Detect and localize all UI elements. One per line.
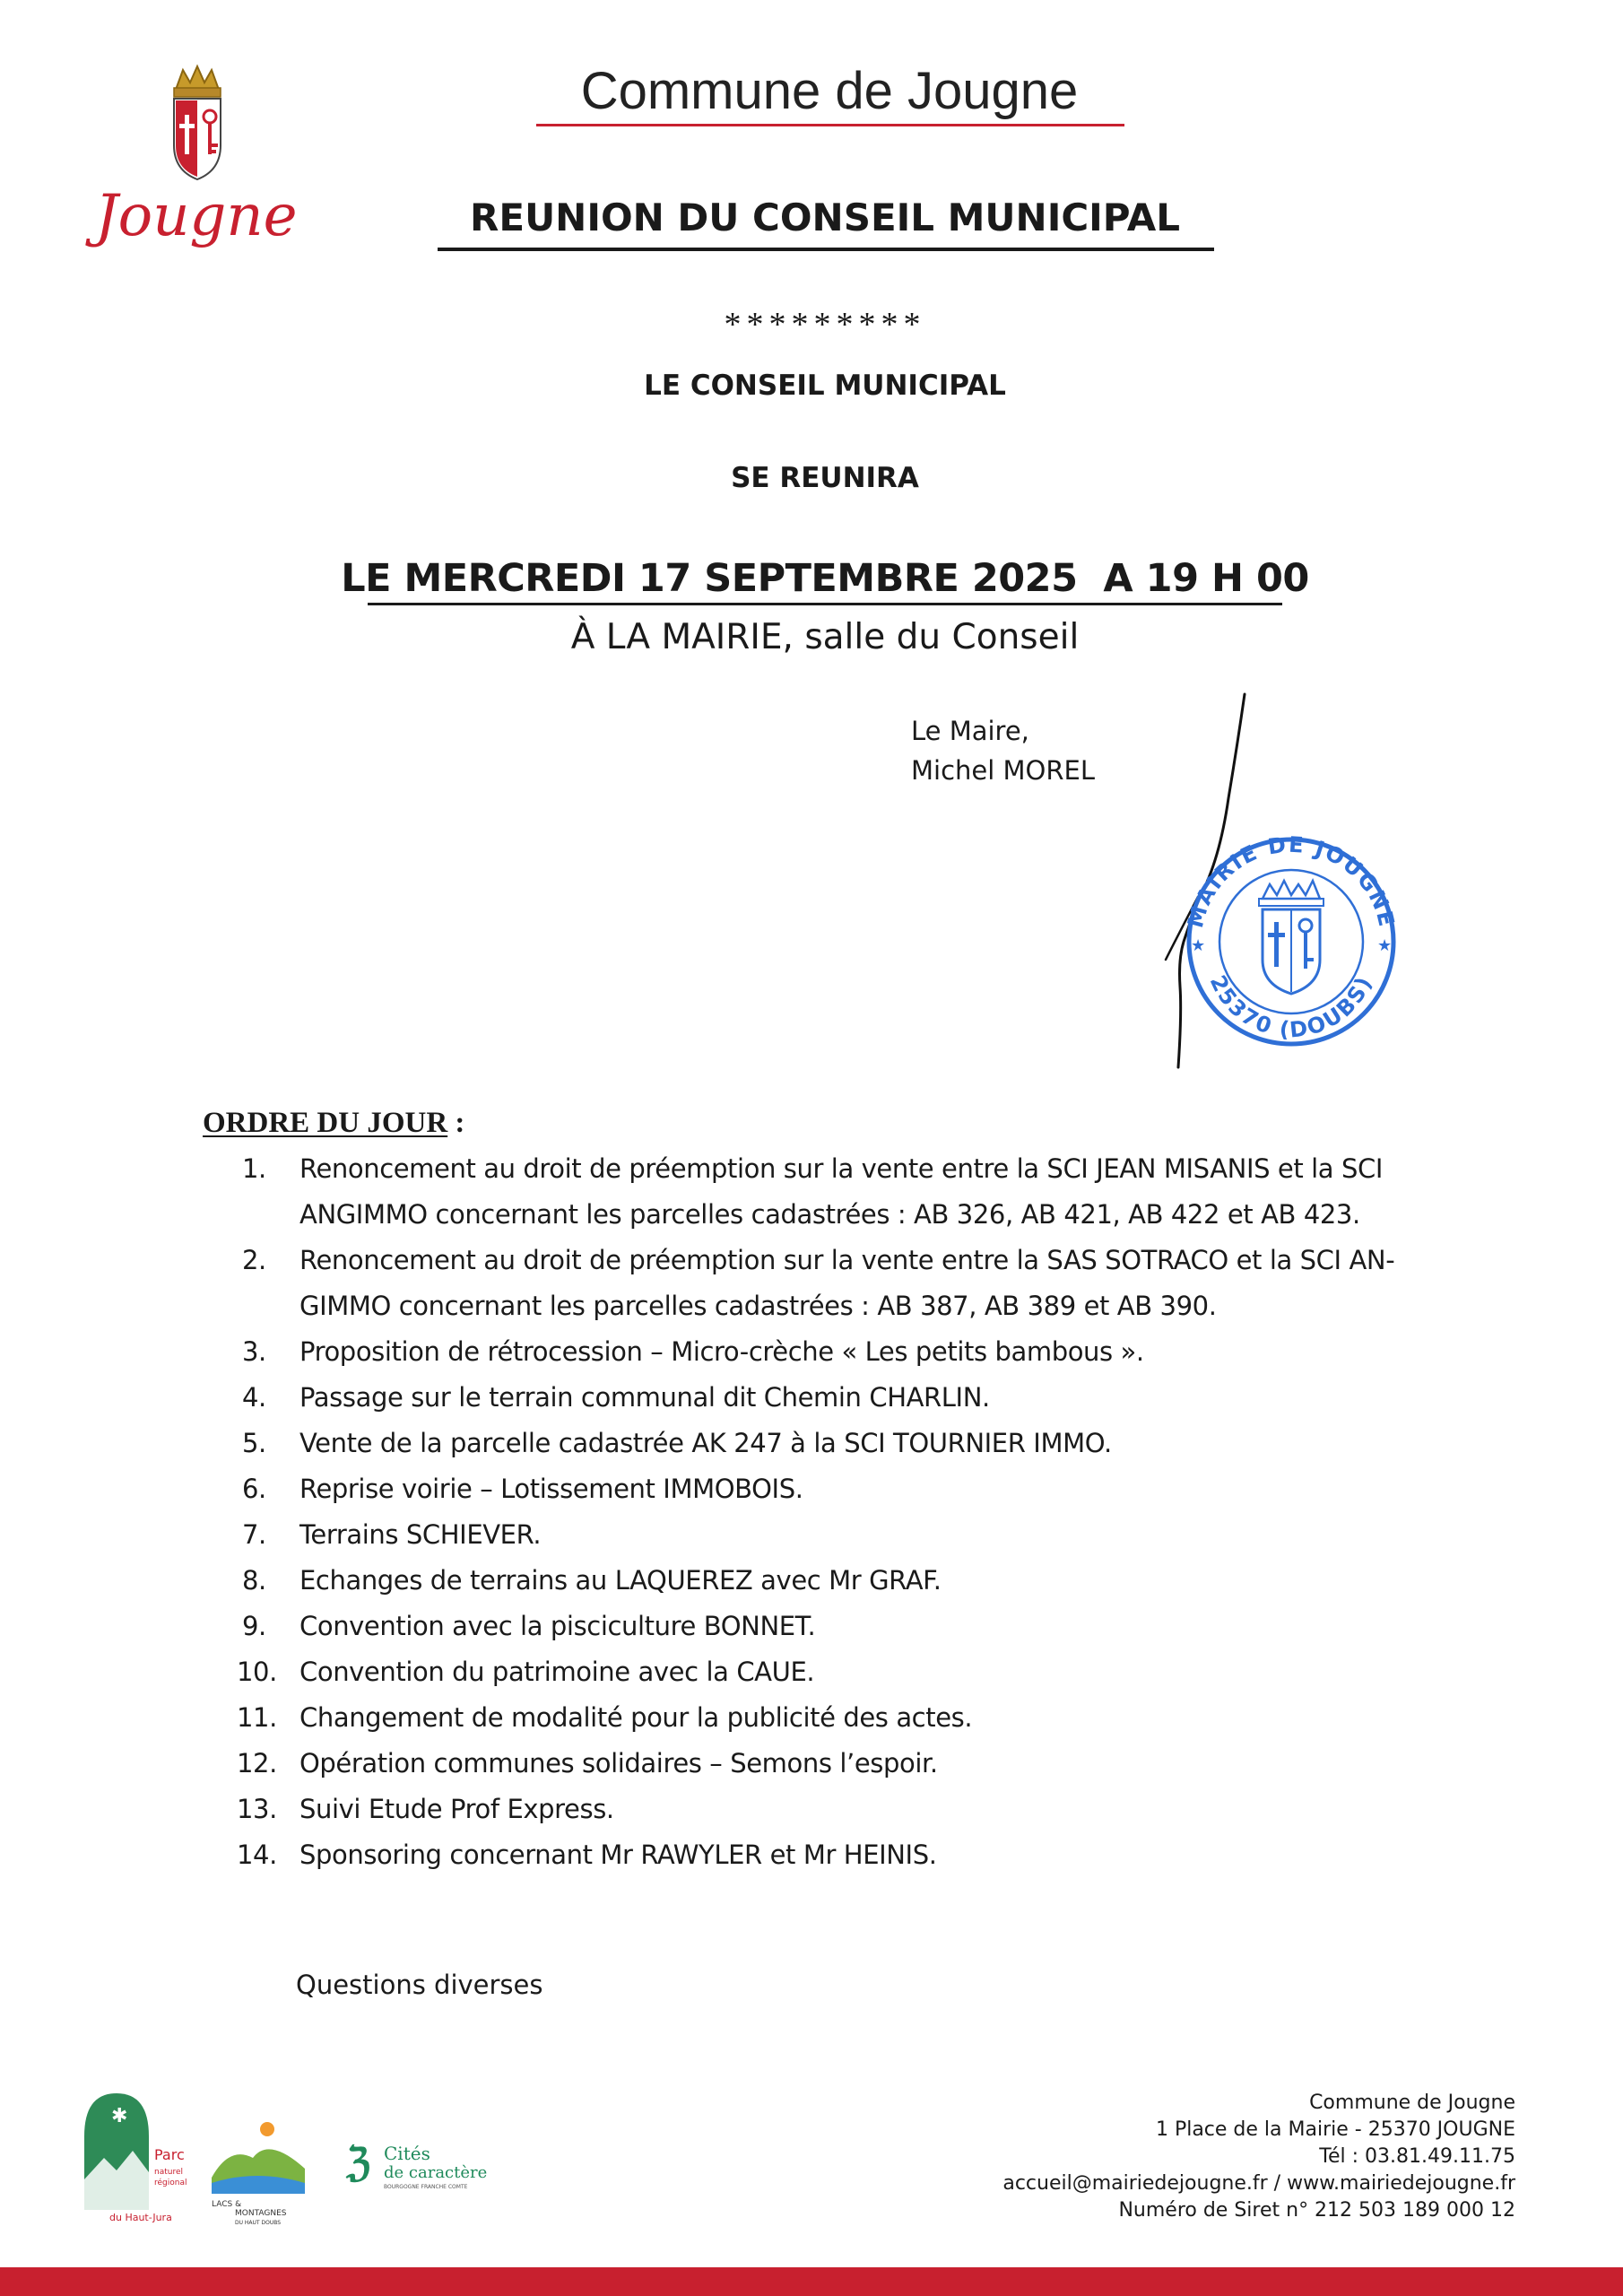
crown-icon <box>174 66 221 97</box>
agenda-heading: ORDRE DU JOUR : <box>203 1107 465 1139</box>
agenda-item-number: 6. <box>242 1474 266 1504</box>
meeting-title: REUNION DU CONSEIL MUNICIPAL <box>470 196 1180 239</box>
meeting-location: À LA MAIRIE, salle du Conseil <box>570 617 1080 657</box>
agenda-item <box>242 1466 1462 1512</box>
mayor-name: Michel MOREL <box>911 755 1095 786</box>
meeting-title-underline <box>438 248 1214 251</box>
svg-text:de caractère: de caractère <box>384 2163 488 2182</box>
svg-text:ℨ: ℨ <box>346 2140 371 2186</box>
agenda-item-number: 4. <box>242 1382 266 1413</box>
footer-address-line: 1 Place de la Mairie - 25370 JOUGNE <box>1155 2118 1515 2141</box>
agenda-item-number: 9. <box>242 1611 266 1641</box>
agenda-item-text: Renoncement au droit de préemption sur la vente entre la SAS SOTRACO et la SCI AN-GIMMO concernant les parcelles cadastrées : AB 387, AB 389 et AB 390. <box>299 1245 1395 1321</box>
parc-haut-jura-logo <box>84 2093 187 2223</box>
svg-text:régional: régional <box>154 2179 187 2187</box>
agenda-item <box>242 1512 1462 1558</box>
agenda-item-text: Terrains SCHIEVER. <box>299 1519 542 1550</box>
meeting-date: LE MERCREDI 17 SEPTEMBRE 2025 A 19 H 00 <box>341 556 1309 601</box>
agenda-item-number: 14. <box>237 1839 277 1870</box>
lacs-montagnes-logo <box>212 2122 305 2226</box>
agenda-item <box>242 1421 1462 1466</box>
agenda-item-text: Passage sur le terrain communal dit Chemin CHARLIN. <box>299 1382 990 1413</box>
agenda-item-number: 13. <box>237 1794 277 1824</box>
svg-text:Cités: Cités <box>384 2143 430 2164</box>
agenda-item <box>237 1741 1462 1787</box>
shield-icon <box>174 99 221 179</box>
cites-caractere-logo <box>345 2140 487 2190</box>
footer-red-bar <box>0 2267 1623 2296</box>
agenda-item <box>242 1238 1462 1329</box>
agenda-item-text: Sponsoring concernant Mr RAWYLER et Mr HEINIS. <box>299 1839 937 1870</box>
agenda-item <box>242 1604 1462 1649</box>
agenda-item-text: Opération communes solidaires – Semons l’espoir. <box>299 1748 938 1779</box>
council-line: LE CONSEIL MUNICIPAL <box>644 370 1006 402</box>
other-questions: Questions diverses <box>296 1970 543 2000</box>
agenda-item <box>242 1375 1462 1421</box>
agenda-item <box>237 1649 1462 1695</box>
meeting-date-underline <box>368 603 1282 605</box>
agenda-item <box>237 1695 1462 1741</box>
partner-logos <box>77 2083 543 2226</box>
svg-text:MONTAGNES: MONTAGNES <box>235 2209 287 2218</box>
commune-title: Commune de Jougne <box>580 62 1079 120</box>
agenda-list <box>237 1146 1462 1878</box>
agenda-item-text: Renoncement au droit de préemption sur la vente entre la SCI JEAN MISANIS et la SCI ANGIMMO concernant les parcelles cadastrées : AB 326, AB 421, AB 422 et AB 423. <box>299 1153 1384 1230</box>
agenda-item-text: Convention avec la pisciculture BONNET. <box>299 1611 816 1641</box>
agenda-item-number: 11. <box>237 1702 277 1733</box>
separator: ********* <box>724 306 926 344</box>
footer-address <box>1002 2090 1515 2224</box>
logo-wordmark: Jougne <box>95 183 298 249</box>
agenda-item-number: 1. <box>242 1153 266 1184</box>
agenda-item-text: Convention du patrimoine avec la CAUE. <box>299 1657 815 1687</box>
agenda-item-number: 7. <box>242 1519 266 1550</box>
stamp-crest-icon <box>1259 881 1324 994</box>
agenda-item-number: 8. <box>242 1565 266 1596</box>
jougne-logo <box>79 63 330 260</box>
svg-text:LACS &: LACS & <box>212 2200 242 2209</box>
footer-email-website[interactable]: accueil@mairiedejougne.fr / www.mairiedejougne.fr <box>1002 2172 1515 2195</box>
agenda-item-number: 2. <box>242 1245 266 1275</box>
agenda-item <box>237 1832 1462 1878</box>
title-underline <box>536 124 1124 126</box>
svg-text:Parc: Parc <box>154 2146 185 2163</box>
svg-text:✱: ✱ <box>111 2104 128 2126</box>
agenda-item-text: Vente de la parcelle cadastrée AK 247 à la SCI TOURNIER IMMO. <box>299 1428 1112 1458</box>
footer-address-line: Commune de Jougne <box>1309 2092 1515 2114</box>
svg-text:DU HAUT DOUBS: DU HAUT DOUBS <box>235 2220 282 2226</box>
agenda-item-text: Proposition de rétrocession – Micro-crèche « Les petits bambous ». <box>299 1336 1144 1367</box>
mayor-title: Le Maire, <box>911 716 1029 746</box>
agenda-item-text: Suivi Etude Prof Express. <box>299 1794 614 1824</box>
stamp-bottom-text: 25370 (DOUBS) <box>1204 971 1378 1043</box>
agenda-item <box>237 1787 1462 1832</box>
agenda-item-number: 10. <box>237 1657 277 1687</box>
agenda-item-text: Echanges de terrains au LAQUEREZ avec Mr GRAF. <box>299 1565 942 1596</box>
agenda-item-number: 5. <box>242 1428 266 1458</box>
svg-text:BOURGOGNE FRANCHE COMTE: BOURGOGNE FRANCHE COMTE <box>384 2184 468 2190</box>
agenda-item-text: Changement de modalité pour la publicité des actes. <box>299 1702 973 1733</box>
agenda-item-number: 3. <box>242 1336 266 1367</box>
agenda-item <box>242 1558 1462 1604</box>
svg-text:du Haut-Jura: du Haut-Jura <box>109 2212 172 2223</box>
agenda-item <box>242 1146 1462 1238</box>
will-meet-line: SE REUNIRA <box>731 462 919 494</box>
svg-text:naturel: naturel <box>154 2168 183 2177</box>
stamp-top-text: MAIRIE DE JOUGNE <box>1182 831 1400 931</box>
stamp-star-icon: ★ <box>1191 936 1206 954</box>
footer-siret: Numéro de Siret n° 212 503 189 000 12 <box>1118 2199 1515 2222</box>
stamp-star-icon: ★ <box>1377 936 1393 954</box>
mairie-stamp <box>1166 816 1417 1049</box>
agenda-item-number: 12. <box>237 1748 277 1779</box>
footer-phone: Tél : 03.81.49.11.75 <box>1319 2145 1515 2168</box>
agenda-item-text: Reprise voirie – Lotissement IMMOBOIS. <box>299 1474 803 1504</box>
agenda-item <box>242 1329 1462 1375</box>
